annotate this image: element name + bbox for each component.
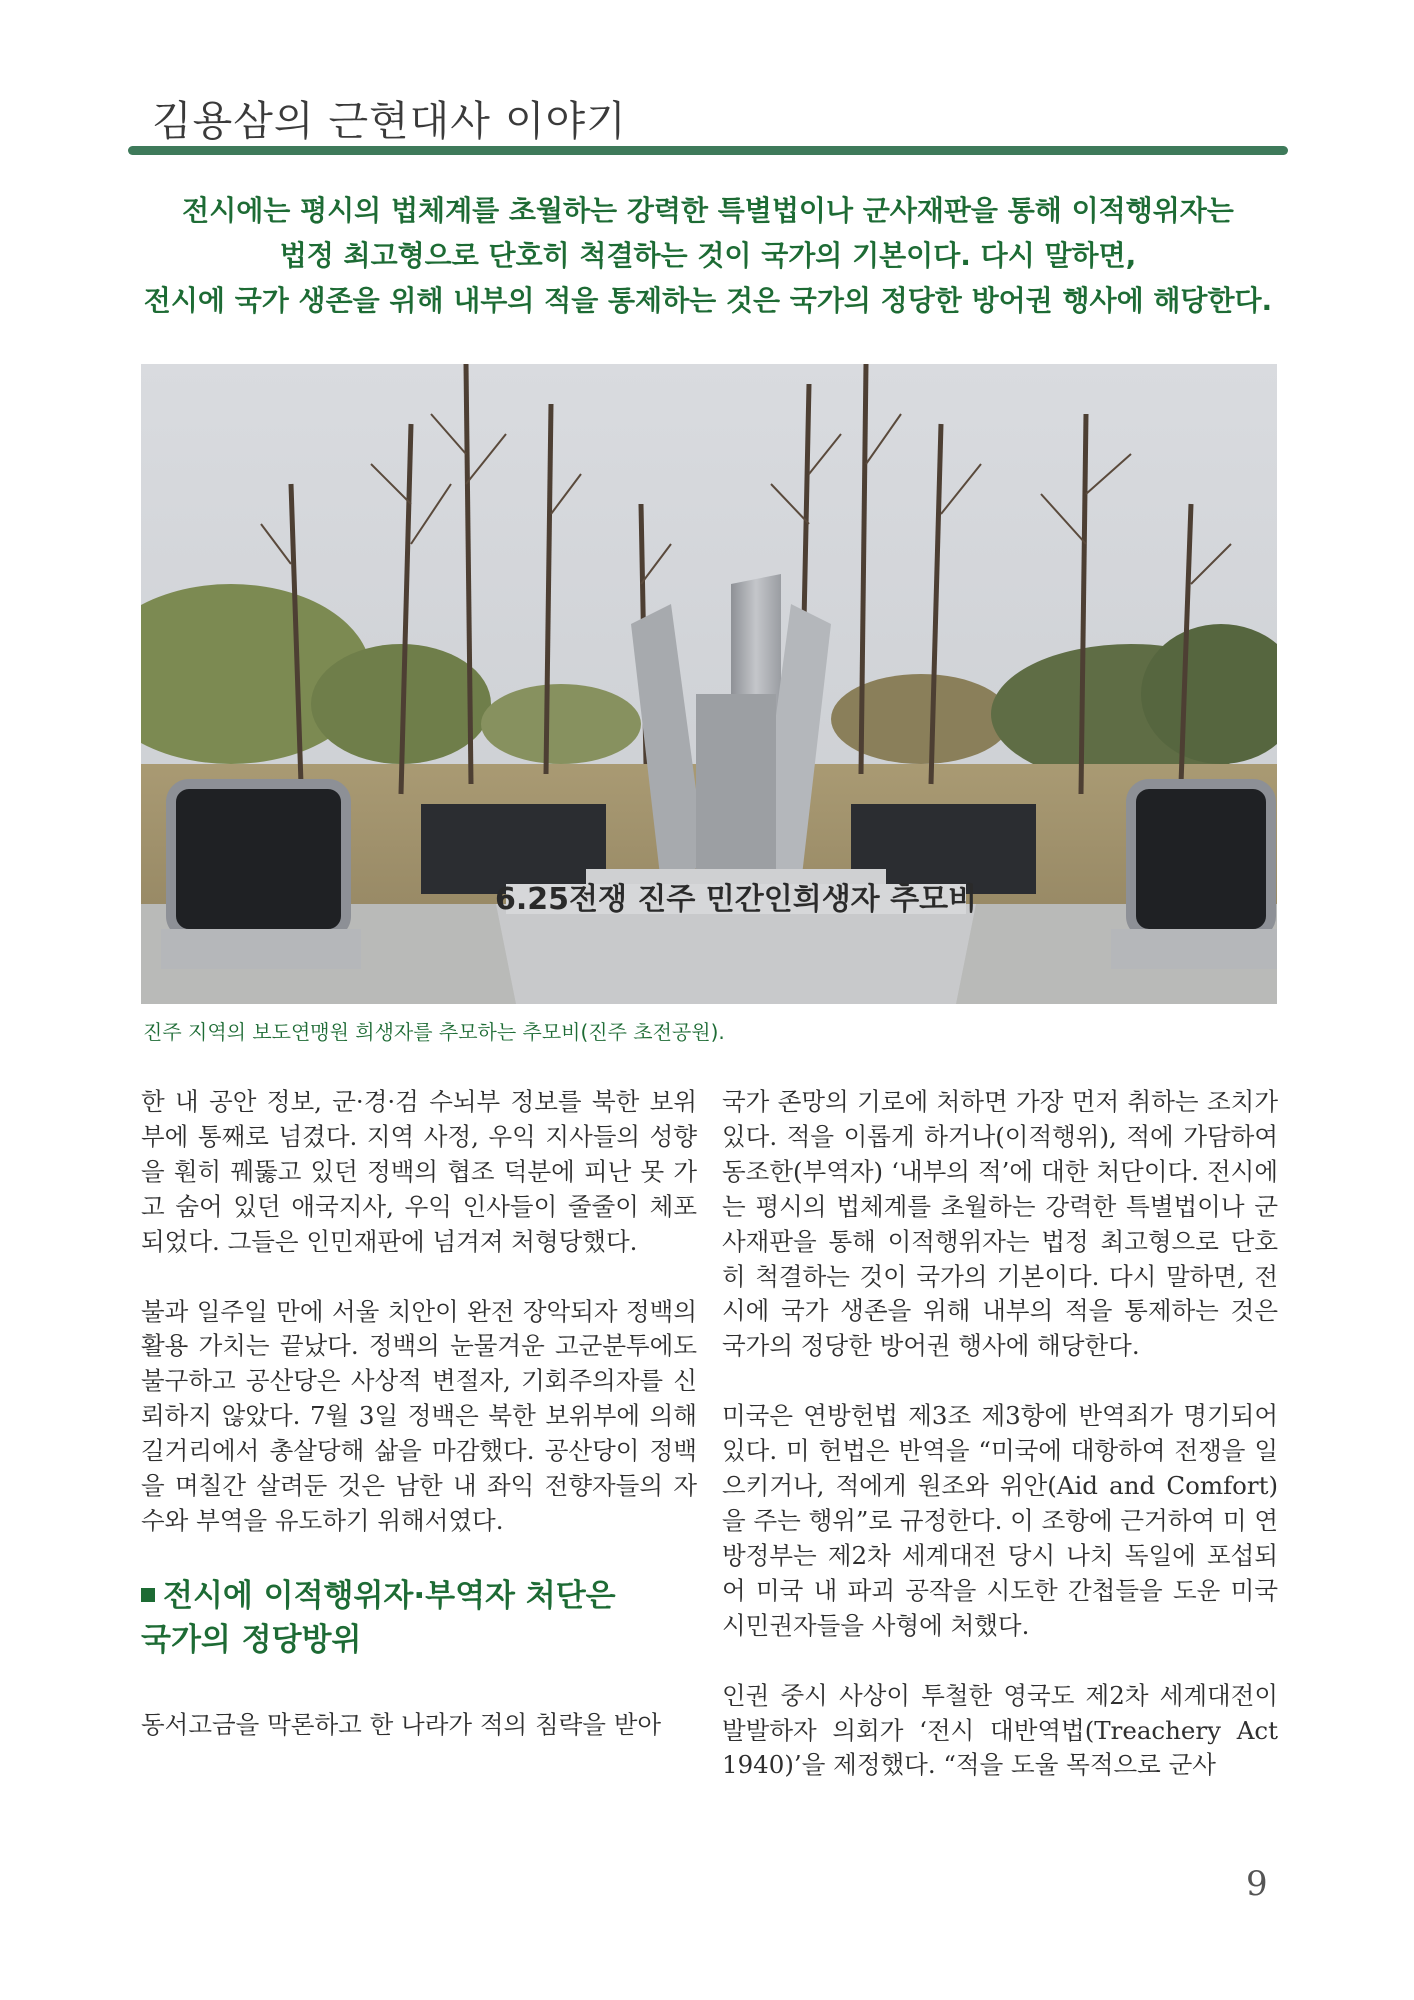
header-divider (128, 146, 1288, 155)
body-paragraph: 불과 일주일 만에 서울 치안이 완전 장악되자 정백의 활용 가치는 끝났다. 정백의 눈물겨운 고군분투에도 불구하고 공산당은 사상적 변절자, 기회주의자를 신뢰하지 않았다. 7월 3일 정백은 북한 보위부에 의해 길거리에서 총살당해 삶을 마감했다. 공산당이 정백을 며칠간 살려둔 것은 남한 내 좌익 전향자들의 자수와 부역을 유도하기 위해서였다. (141, 1296, 697, 1535)
pull-quote-line: 전시에 국가 생존을 위해 내부의 적을 통제하는 것은 국가의 정당한 방어권 행사에 해당한다. (143, 284, 1273, 317)
monument-inscription: 6.25전쟁 진주 민간인희생자 추모비 (494, 882, 978, 917)
section-heading (141, 1574, 697, 1662)
pull-quote-line: 법정 최고형으로 단호히 척결하는 것이 국가의 기본이다. 다시 말하면, (279, 239, 1137, 272)
body-paragraph: 동서고금을 막론하고 한 나라가 적의 침략을 받아 (141, 1709, 662, 1739)
pull-quote-line: 전시에는 평시의 법체계를 초월하는 강력한 특별법이나 군사재판을 통해 이적행위자는 (182, 194, 1234, 227)
running-header-title: 김용삼의 근현대사 이야기 (152, 97, 627, 145)
body-paragraph: 인권 중시 사상이 투철한 영국도 제2차 세계대전이 발발하자 의회가 ‘전시 대반역법(Treachery Act 1940)’을 제정했다. “적을 도울 목적으로 군사 (722, 1680, 1278, 1780)
photo-caption: 진주 지역의 보도연맹원 희생자를 추모하는 추모비(진주 초전공원). (143, 1020, 725, 1044)
left-column (141, 1085, 697, 1778)
body-paragraph: 미국은 연방헌법 제3조 제3항에 반역죄가 명기되어 있다. 미 헌법은 반역을 “미국에 대항하여 전쟁을 일으키거나, 적에게 원조와 위안(Aid and Comfort)을 주는 행위”로 규정한다. 이 조항에 근거하여 미 연방정부는 제2차 세계대전 당시 나치 독일에 포섭되어 미국 내 파괴 공작을 시도한 간첩들을 도운 미국 시민권자들을 사형에 처했다. (722, 1401, 1278, 1640)
side-stone-base-left (161, 929, 361, 969)
side-stone-base-right (1111, 929, 1277, 969)
body-paragraph: 한 내 공안 정보, 군·경·검 수뇌부 정보를 북한 보위부에 통째로 넘겼다. 지역 사정, 우익 지사들의 성향을 훤히 꿰뚫고 있던 정백의 협조 덕분에 피난 못 가고 숨어 있던 애국지사, 우익 인사들이 줄줄이 체포되었다. 그들은 인민재판에 넘겨져 처형당했다. (141, 1087, 697, 1256)
memorial-wall-left (421, 804, 606, 894)
right-column (722, 1085, 1278, 1818)
memorial-photo (141, 364, 1277, 1004)
page-number: 9 (1246, 1864, 1268, 1904)
side-stone-left (171, 784, 346, 934)
section-heading-line: 전시에 이적행위자·부역자 처단은 (163, 1577, 616, 1614)
square-bullet-icon (141, 1588, 155, 1602)
pull-quote (128, 188, 1288, 323)
side-stone-right (1131, 784, 1271, 934)
body-paragraph: 국가 존망의 기로에 처하면 가장 먼저 취하는 조치가 있다. 적을 이롭게 하거나(이적행위), 적에 가담하여 동조한(부역자) ‘내부의 적’에 대한 처단이다. 전시에는 평시의 법체계를 초월하는 강력한 특별법이나 군사재판을 통해 이적행위자는 법정 최고형으로 단호히 척결하는 것이 국가의 기본이다. 다시 말하면, 전시에 국가 생존을 위해 내부의 적을 통제하는 것은 국가의 정당한 방어권 행사에 해당한다. (722, 1087, 1278, 1361)
section-heading-line: 국가의 정당방위 (141, 1621, 362, 1658)
